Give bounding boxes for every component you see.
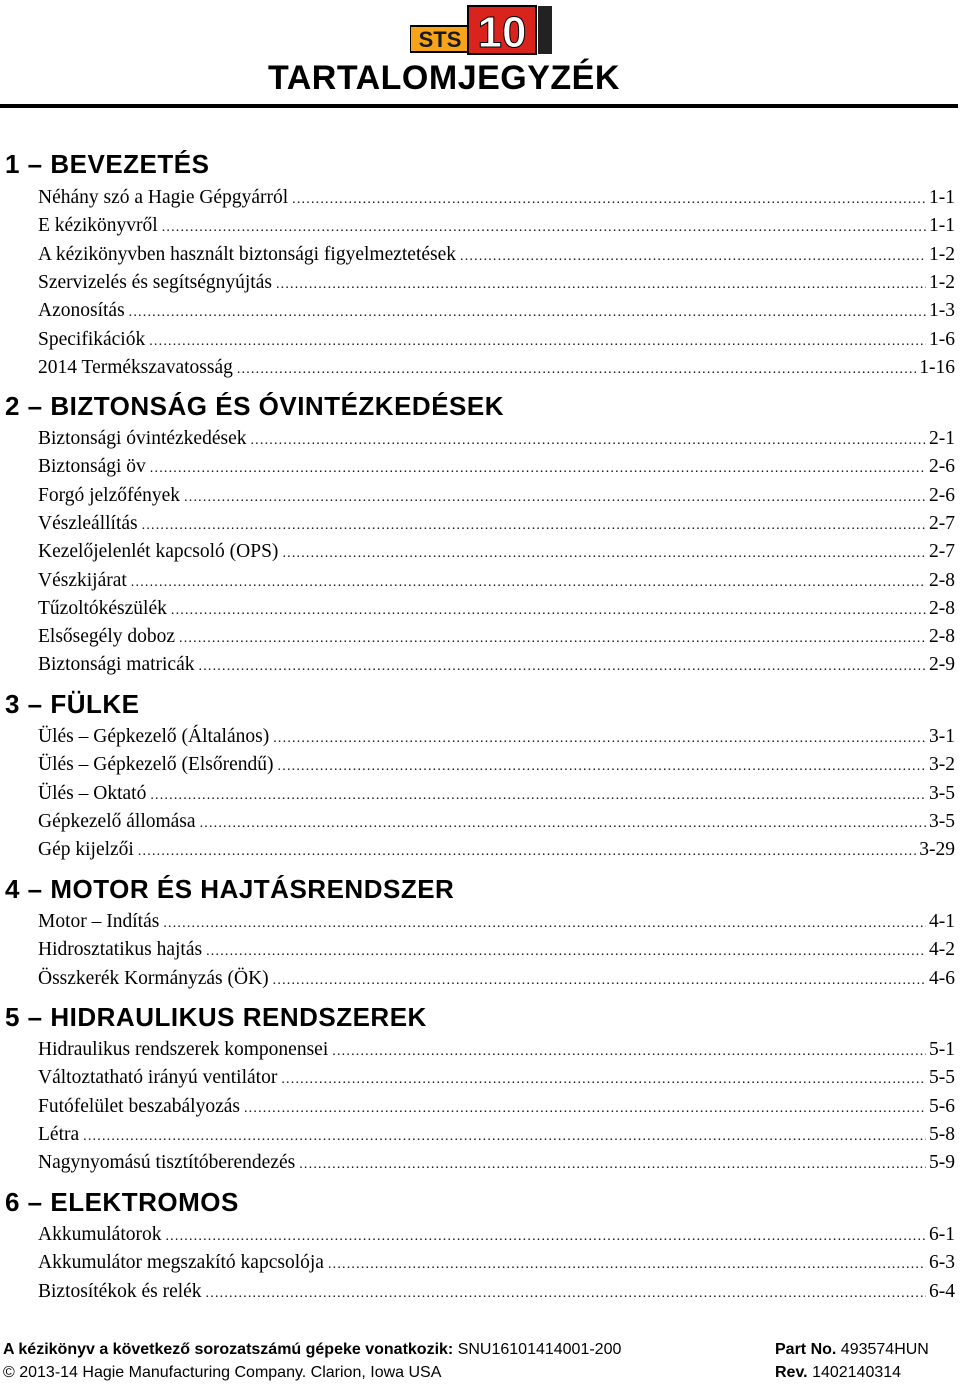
toc-entry-page: 6-4 bbox=[929, 1280, 955, 1302]
toc-entry-label: Biztonsági öv bbox=[38, 456, 146, 478]
toc-entry[interactable] bbox=[38, 270, 955, 296]
toc-entry-label: Tűzoltókészülék bbox=[38, 597, 167, 619]
toc-entry[interactable] bbox=[38, 596, 955, 622]
toc-entry-page: 3-1 bbox=[929, 726, 955, 747]
toc-entry-page: 3-29 bbox=[919, 839, 955, 861]
toc-entry-label: Létra bbox=[38, 1123, 80, 1145]
toc-entry[interactable] bbox=[38, 568, 955, 594]
toc-entry-label: Hidraulikus rendszerek komponensei bbox=[38, 1039, 329, 1060]
toc-entry[interactable] bbox=[38, 724, 955, 750]
dot-leader bbox=[273, 966, 926, 992]
toc-entry-page: 5-9 bbox=[929, 1152, 955, 1174]
toc-entry-page: 1-1 bbox=[929, 187, 955, 208]
toc-entry-page: 1-2 bbox=[929, 271, 955, 293]
toc-entry-label: E kézikönyvről bbox=[38, 215, 158, 237]
toc-entry-label: Kezelőjelenlét kapcsoló (OPS) bbox=[38, 541, 279, 563]
toc-entry-page: 5-6 bbox=[929, 1095, 955, 1117]
toc-entry[interactable] bbox=[38, 1279, 955, 1305]
dot-leader bbox=[282, 539, 926, 565]
dot-leader bbox=[162, 213, 926, 239]
toc-entry[interactable] bbox=[38, 511, 955, 537]
toc-entry-label: Futófelület beszabályozás bbox=[38, 1095, 240, 1117]
toc-entry-page: 2-6 bbox=[929, 456, 955, 478]
toc-entry-page: 1-1 bbox=[929, 215, 955, 237]
dot-leader bbox=[206, 937, 926, 963]
dot-leader bbox=[244, 1094, 926, 1120]
section-heading: 2 – BIZTONSÁG ÉS ÓVINTÉZKEDÉSEK bbox=[5, 391, 505, 421]
toc-entry-page: 2-7 bbox=[929, 512, 955, 534]
toc-entry[interactable] bbox=[38, 1150, 955, 1176]
toc-entry-page: 4-1 bbox=[929, 911, 955, 932]
toc-entry-page: 5-8 bbox=[929, 1123, 955, 1145]
toc-entry[interactable] bbox=[38, 837, 955, 863]
toc-entry-label: Gép kijelzői bbox=[38, 839, 134, 861]
toc-entry-page: 2-8 bbox=[929, 597, 955, 619]
dot-leader bbox=[163, 909, 926, 935]
toc-entry[interactable] bbox=[38, 1037, 955, 1063]
toc-entry[interactable] bbox=[38, 298, 955, 324]
dot-leader bbox=[237, 355, 916, 381]
toc-entry-page: 6-3 bbox=[929, 1252, 955, 1274]
dot-leader bbox=[206, 1279, 926, 1305]
toc-entry[interactable] bbox=[38, 781, 955, 807]
toc-entry[interactable] bbox=[38, 1222, 955, 1248]
toc-entry[interactable] bbox=[38, 539, 955, 565]
toc-entry-page: 2-8 bbox=[929, 626, 955, 648]
section-heading: 6 – ELEKTROMOS bbox=[5, 1187, 239, 1217]
toc-entry-page: 5-5 bbox=[929, 1067, 955, 1089]
dot-leader bbox=[250, 426, 926, 452]
toc-entry-label: Forgó jelzőfények bbox=[38, 484, 181, 506]
dot-leader bbox=[131, 568, 926, 594]
toc-entry-label: 2014 Termékszavatosság bbox=[38, 356, 233, 378]
toc-entry-label: A kézikönyvben használt biztonsági figyelmeztetések bbox=[38, 243, 457, 265]
dot-leader bbox=[281, 1065, 926, 1091]
toc-entry[interactable] bbox=[38, 966, 955, 992]
toc-entry-label: Ülés – Oktató bbox=[38, 782, 147, 804]
toc-entry-page: 2-9 bbox=[929, 654, 955, 676]
dot-leader bbox=[171, 596, 926, 622]
toc-entry[interactable] bbox=[38, 355, 955, 381]
dot-leader bbox=[142, 511, 926, 537]
toc-entry-label: Azonosítás bbox=[38, 300, 125, 322]
serial-label: A kézikönyv a következő sorozatszámú gépeke vonatkozik: bbox=[3, 1341, 454, 1358]
toc-entry-page: 3-5 bbox=[929, 810, 955, 832]
dot-leader bbox=[149, 327, 926, 353]
sts10-logo-graphic bbox=[410, 4, 555, 56]
toc-entry-page: 2-6 bbox=[929, 484, 955, 506]
toc-entry[interactable] bbox=[38, 652, 955, 678]
dot-leader bbox=[332, 1037, 926, 1063]
toc-entry-label: Akkumulátorok bbox=[38, 1224, 162, 1245]
dot-leader bbox=[299, 1150, 926, 1176]
section-heading: 4 – MOTOR ÉS HAJTÁSRENDSZER bbox=[5, 874, 455, 904]
toc-entry-label: Elsősegély doboz bbox=[38, 626, 176, 648]
toc-entry-label: Szervizelés és segítségnyújtás bbox=[38, 271, 272, 293]
rev-label: Rev. bbox=[775, 1364, 808, 1381]
toc-entry-label: Biztosítékok és relék bbox=[38, 1280, 202, 1302]
section-heading: 5 – HIDRAULIKUS RENDSZEREK bbox=[5, 1002, 427, 1032]
toc-entry[interactable] bbox=[38, 809, 955, 835]
svg-text:10: 10 bbox=[477, 8, 527, 56]
toc-entry-label: Biztonsági óvintézkedések bbox=[38, 428, 247, 449]
toc-entry[interactable] bbox=[38, 213, 955, 239]
dot-leader bbox=[460, 242, 926, 268]
toc-entry[interactable] bbox=[38, 909, 955, 935]
dot-leader bbox=[273, 724, 926, 750]
toc-entry-label: Hidrosztatikus hajtás bbox=[38, 939, 203, 961]
dot-leader bbox=[199, 652, 927, 678]
toc-entry-page: 6-1 bbox=[929, 1224, 955, 1245]
toc-entry-label: Nagynyomású tisztítóberendezés bbox=[38, 1152, 296, 1174]
dot-leader bbox=[129, 298, 926, 324]
toc-entry-page: 2-1 bbox=[929, 428, 955, 449]
toc-entry[interactable] bbox=[38, 1094, 955, 1120]
title-divider bbox=[0, 104, 958, 108]
rev-value: 1402140314 bbox=[812, 1364, 902, 1381]
toc-entry[interactable] bbox=[38, 242, 955, 268]
toc-entry-label: Összkerék Kormányzás (ÖK) bbox=[38, 967, 269, 989]
svg-text:STS: STS bbox=[418, 27, 462, 52]
dot-leader bbox=[179, 624, 926, 650]
toc-entry-label: Motor – Indítás bbox=[38, 911, 160, 932]
toc-entry-page: 2-7 bbox=[929, 541, 955, 563]
toc-entry-page: 3-5 bbox=[929, 782, 955, 804]
toc-entry-label: Ülés – Gépkezelő (Általános) bbox=[38, 726, 270, 747]
dot-leader bbox=[278, 752, 926, 778]
toc-entry-label: Specifikációk bbox=[38, 328, 146, 350]
toc-entry[interactable] bbox=[38, 752, 955, 778]
copyright: © 2013-14 Hagie Manufacturing Company. Clarion, Iowa USA bbox=[3, 1364, 442, 1381]
part-label: Part No. bbox=[775, 1341, 837, 1358]
toc-entry[interactable] bbox=[38, 1250, 955, 1276]
serial-value: SNU16101414001-200 bbox=[457, 1341, 622, 1358]
toc-entry-page: 1-3 bbox=[929, 300, 955, 322]
toc-entry-label: Változtatható irányú ventilátor bbox=[38, 1067, 278, 1089]
toc-entry-page: 4-6 bbox=[929, 967, 955, 989]
toc-entry-page: 2-8 bbox=[929, 569, 955, 591]
toc-entry-page: 5-1 bbox=[929, 1039, 955, 1060]
dot-leader bbox=[328, 1250, 926, 1276]
toc-entry[interactable] bbox=[38, 327, 955, 353]
toc-entry-label: Akkumulátor megszakító kapcsolója bbox=[38, 1252, 324, 1274]
toc-entry-page: 1-16 bbox=[919, 356, 955, 378]
dot-leader bbox=[138, 837, 916, 863]
section-heading: 3 – FÜLKE bbox=[5, 689, 140, 719]
page-title: TARTALOMJEGYZÉK bbox=[268, 59, 620, 97]
dot-leader bbox=[83, 1122, 926, 1148]
dot-leader bbox=[292, 185, 926, 211]
toc-entry-label: Néhány szó a Hagie Gépgyárról bbox=[38, 187, 289, 208]
toc-entry[interactable] bbox=[38, 1065, 955, 1091]
toc-entry-page: 4-2 bbox=[929, 939, 955, 961]
toc-entry-label: Vészleállítás bbox=[38, 512, 138, 534]
sts10-logo bbox=[410, 4, 555, 56]
toc-entry-label: Gépkezelő állomása bbox=[38, 810, 196, 832]
toc-entry[interactable] bbox=[38, 454, 955, 480]
toc-entry-label: Ülés – Gépkezelő (Elsőrendű) bbox=[38, 754, 274, 776]
section-heading: 1 – BEVEZETÉS bbox=[5, 149, 210, 179]
toc-entry-page: 3-2 bbox=[929, 754, 955, 776]
toc-entry-label: Vészkijárat bbox=[38, 569, 127, 591]
toc-entry[interactable] bbox=[38, 426, 955, 452]
dot-leader bbox=[150, 454, 926, 480]
dot-leader bbox=[165, 1222, 926, 1248]
toc-entry-page: 1-6 bbox=[929, 328, 955, 350]
dot-leader bbox=[276, 270, 926, 296]
dot-leader bbox=[184, 483, 926, 509]
toc-entry-page: 1-2 bbox=[929, 243, 955, 265]
toc-entry[interactable] bbox=[38, 185, 955, 211]
toc-entry[interactable] bbox=[38, 937, 955, 963]
toc-entry[interactable] bbox=[38, 483, 955, 509]
dot-leader bbox=[150, 781, 926, 807]
toc-entry[interactable] bbox=[38, 624, 955, 650]
toc-entry-label: Biztonsági matricák bbox=[38, 654, 195, 676]
part-value: 493574HUN bbox=[840, 1341, 929, 1358]
dot-leader bbox=[200, 809, 926, 835]
toc-entry[interactable] bbox=[38, 1122, 955, 1148]
